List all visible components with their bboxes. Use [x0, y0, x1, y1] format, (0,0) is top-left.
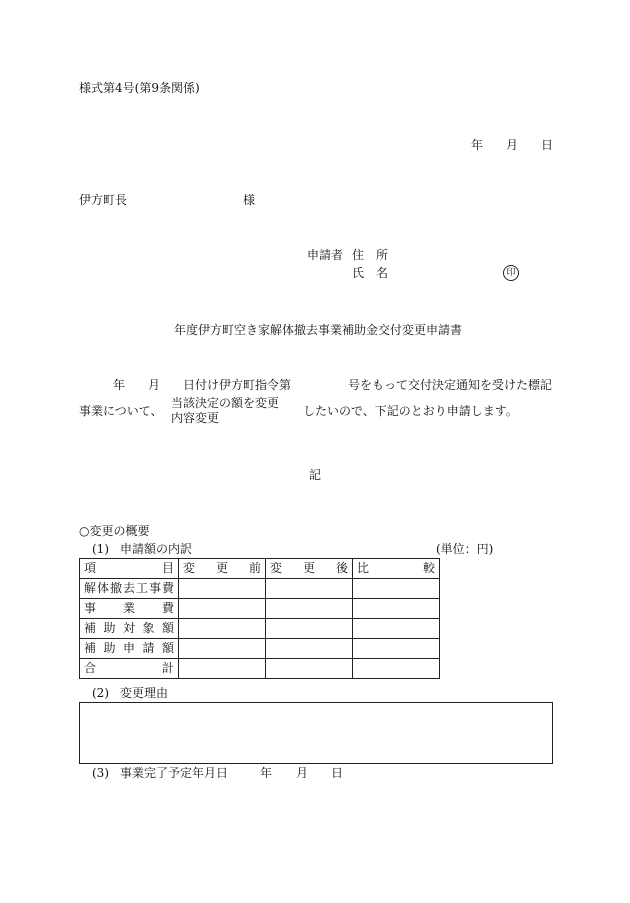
completion-year: 年 [260, 766, 273, 780]
subsection2-num: (2) [92, 686, 109, 700]
seal-mark: 印 [503, 265, 519, 281]
after-cell[interactable] [266, 659, 353, 679]
date-day: 日 [541, 138, 554, 152]
option-change-amount: 当該決定の額を変更 [171, 396, 280, 410]
addressee-honorific: 様 [243, 193, 256, 207]
section-heading: ○変更の概要 [79, 524, 150, 538]
before-cell[interactable] [179, 599, 266, 619]
compare-cell[interactable] [353, 619, 440, 639]
table-row [80, 659, 440, 679]
before-cell[interactable] [179, 639, 266, 659]
header-item: 項 目 [80, 559, 179, 579]
table-row [80, 619, 440, 639]
after-cell[interactable] [266, 599, 353, 619]
table-row [80, 579, 440, 599]
ki-heading: 記 [309, 468, 322, 482]
compare-cell[interactable] [353, 639, 440, 659]
option-change-content: 内容変更 [171, 411, 220, 425]
body-line2-start: 事業について、 [79, 404, 163, 418]
compare-cell[interactable] [353, 659, 440, 679]
subsection1-label: 申請額の内訳 [120, 542, 193, 556]
applicant-address-label: 住 所 [352, 248, 389, 262]
body-line1-rest: 号をもって交付決定通知を受けた標記 [348, 378, 553, 392]
subsection3-label: 事業完了予定年月日 [120, 766, 229, 780]
before-cell[interactable] [179, 659, 266, 679]
date-year: 年 [471, 138, 484, 152]
document-title: 年度伊方町空き家解体撤去事業補助金交付変更申請書 [174, 323, 463, 337]
row-label: 補助申請額 [80, 639, 179, 659]
table-row [80, 599, 440, 619]
row-label: 補助対象額 [80, 619, 179, 639]
breakdown-table [79, 558, 440, 679]
body-month: 月 [148, 378, 161, 392]
row-label: 合 計 [80, 659, 179, 679]
header-after: 変 更 後 [266, 559, 353, 579]
after-cell[interactable] [266, 619, 353, 639]
applicant-name-label: 氏 名 [352, 266, 389, 280]
compare-cell[interactable] [353, 579, 440, 599]
table-row [80, 639, 440, 659]
completion-month: 月 [296, 766, 309, 780]
subsection2-label: 変更理由 [120, 686, 169, 700]
body-line2-end: したいので、下記のとおり申請します。 [303, 404, 518, 418]
completion-day: 日 [331, 766, 344, 780]
subsection1-num: (1) [92, 542, 109, 556]
date-month: 月 [506, 138, 519, 152]
body-dated: 日付け伊方町指令第 [183, 378, 292, 392]
before-cell[interactable] [179, 619, 266, 639]
row-label: 事 業 費 [80, 599, 179, 619]
form-number: 様式第4号(第9条関係) [79, 81, 200, 95]
addressee-name: 伊方町長 [79, 193, 128, 207]
before-cell[interactable] [179, 579, 266, 599]
change-reason-box[interactable] [79, 702, 553, 764]
row-label: 解体撤去工事費 [80, 579, 179, 599]
unit-label: (単位：円) [436, 542, 494, 556]
after-cell[interactable] [266, 639, 353, 659]
body-year: 年 [113, 378, 126, 392]
header-before: 変 更 前 [179, 559, 266, 579]
compare-cell[interactable] [353, 599, 440, 619]
applicant-label: 申請者 [307, 248, 344, 262]
subsection3-num: (3) [92, 766, 109, 780]
after-cell[interactable] [266, 579, 353, 599]
header-compare: 比 較 [353, 559, 440, 579]
table-header-row [80, 559, 440, 579]
